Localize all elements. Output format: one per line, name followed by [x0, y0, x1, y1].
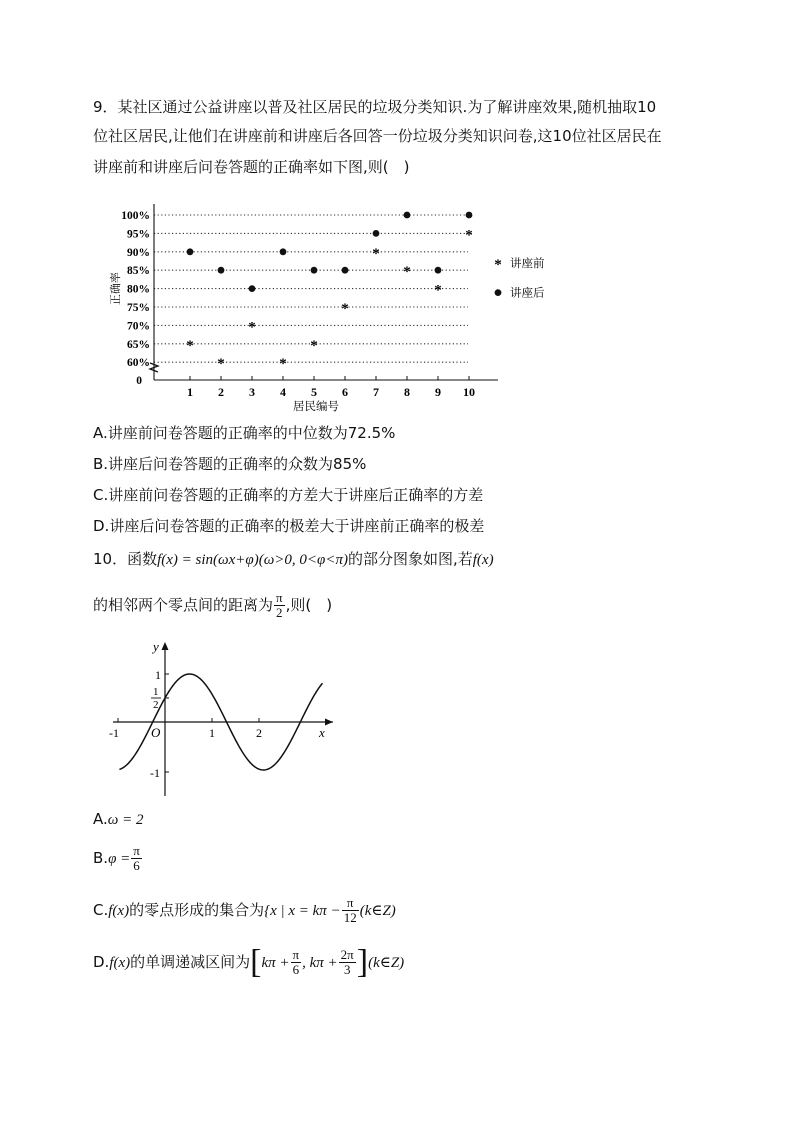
q10-line2-suffix: ,则( )	[285, 596, 333, 614]
x-tick-label: 9	[435, 385, 441, 399]
point-before-6: *	[341, 301, 349, 317]
y-tick-label: 95%	[127, 228, 150, 241]
x-axis-arrow	[325, 719, 333, 726]
q9-option-c[interactable]: C.讲座前问卷答题的正确率的方差大于讲座后正确率的方差	[93, 486, 484, 504]
q10-stem-prefix: 10．函数	[93, 550, 158, 568]
y-tick-label-m1: -1	[150, 766, 160, 780]
q9-option-d[interactable]: D.讲座后问卷答题的正确率的极差大于讲座前正确率的极差	[93, 517, 485, 535]
y-tick-label: 100%	[121, 210, 150, 222]
y-tick-label: 85%	[127, 265, 150, 278]
point-after-6	[342, 267, 349, 274]
x-tick-label: 3	[249, 385, 255, 399]
option-c-text: 的零点形成的集合为	[129, 901, 265, 919]
legend-after-label: 讲座后	[510, 287, 545, 300]
q10-option-d[interactable]	[93, 943, 405, 981]
option-d-fx: f(x)	[109, 955, 131, 971]
point-before-1: *	[186, 337, 194, 354]
point-after-4	[280, 248, 287, 255]
option-d-text: 的单调递减区间为	[130, 953, 251, 971]
x-tick-label: 2	[218, 385, 224, 399]
option-c-fx: f(x)	[108, 903, 130, 919]
point-before-5: *	[310, 337, 318, 354]
point-before-9: *	[434, 282, 442, 299]
option-c-fraction: $\frac{\pi}{12}$	[343, 895, 357, 925]
origin-label: O	[151, 725, 161, 740]
option-b-label: B.	[93, 849, 109, 867]
y-tick-label: 65%	[127, 338, 150, 351]
option-d-left-bracket: [	[250, 943, 262, 981]
q9-stem-line2: 位社区居民,让他们在讲座前和讲座后各回答一份垃圾分类知识问卷,这10位社区居民在	[93, 127, 662, 145]
option-c-label: C.	[93, 901, 109, 919]
q9-stem-line3: 讲座前和讲座后问卷答题的正确率如下图,则( )	[93, 158, 410, 176]
axis-break-mark	[150, 363, 158, 372]
y-tick-label: 60%	[127, 357, 150, 370]
q10-line2-prefix: 的相邻两个零点间的距离为	[93, 596, 274, 614]
q10-stem-fx: f(x)	[472, 552, 494, 568]
x-tick-label-m1: -1	[109, 726, 119, 740]
y-tick-label-half-num: 1	[153, 686, 159, 698]
q10-sine-graph	[105, 636, 345, 804]
option-d-fraction-1: $\frac{\pi}{6}$	[292, 947, 300, 977]
chart-x-label: 居民编号	[293, 401, 339, 413]
option-d-fraction-2: $\frac{2\pi}{3}$	[340, 947, 354, 977]
option-b-math: φ =	[108, 851, 131, 867]
option-d-right-bracket: ]	[356, 943, 369, 981]
q9-stem-line1: 9．某社区通过公益讲座以普及社区居民的垃圾分类知识.为了解讲座效果,随机抽取10	[93, 98, 657, 116]
legend-before-marker: *	[494, 256, 502, 273]
point-before-4: *	[279, 356, 287, 373]
option-a-math: ω = 2	[107, 812, 144, 828]
x-tick-label: 7	[373, 385, 379, 399]
q9-option-b[interactable]: B.讲座后问卷答题的正确率的众数为85%	[93, 455, 367, 473]
point-before-10: *	[465, 227, 473, 244]
q10-option-a[interactable]	[93, 808, 143, 831]
point-after-7	[373, 230, 380, 237]
point-before-7: *	[372, 245, 380, 262]
q10-stem-mid: 的部分图象如图,若	[347, 550, 473, 568]
option-d-label: D.	[93, 953, 110, 971]
legend-before-label: 讲座前	[510, 257, 545, 270]
x-axis-label: x	[319, 725, 325, 740]
q9-scatter-chart	[106, 198, 556, 413]
q10-stem-line1	[93, 548, 494, 571]
option-d-mid: , kπ +	[302, 955, 338, 971]
q10-stem-line2	[93, 590, 332, 620]
q10-pi-over-2: $\frac{\pi}{2}$	[276, 590, 283, 620]
option-a-label: A.	[93, 810, 108, 828]
option-d-start: kπ +	[261, 955, 290, 971]
y-axis-arrow	[162, 642, 169, 650]
y-tick-label: 80%	[127, 283, 150, 296]
q10-option-b[interactable]	[93, 843, 143, 874]
y-tick-label-1: 1	[155, 668, 161, 682]
point-after-5	[311, 267, 318, 274]
x-tick-label-2: 2	[256, 726, 262, 740]
q10-option-c[interactable]	[93, 895, 396, 926]
x-tick-label: 6	[342, 385, 348, 399]
x-tick-label: 1	[187, 385, 193, 399]
option-d-tail: (k∈Z)	[368, 955, 405, 971]
y-tick-label: 70%	[127, 320, 150, 333]
option-b-fraction: $\frac{\pi}{6}$	[133, 843, 140, 873]
chart-y-label: 正确率	[110, 272, 122, 306]
point-after-3	[249, 285, 256, 292]
y-axis-label: y	[153, 639, 159, 654]
option-c-set: {x | x = kπ −	[264, 903, 341, 919]
point-after-2	[218, 267, 225, 274]
point-after-10	[466, 212, 473, 219]
q10-function-def: f(x) = sin(ωx+φ)(ω>0, 0<φ<π)	[157, 552, 348, 568]
point-before-2: *	[217, 356, 225, 373]
point-after-9	[435, 267, 442, 274]
y-tick-label-half-den: 2	[153, 699, 159, 711]
point-before-8: *	[403, 264, 411, 281]
x-tick-label: 10	[463, 385, 475, 399]
x-tick-label: 4	[280, 385, 286, 399]
y-tick-label: 75%	[127, 302, 150, 314]
x-tick-label-1: 1	[209, 726, 215, 740]
point-after-8	[404, 212, 411, 219]
x-tick-label: 5	[311, 385, 317, 399]
y-tick-label: 90%	[127, 246, 150, 259]
q9-option-a[interactable]: A.讲座前问卷答题的正确率的中位数为72.5%	[93, 424, 396, 442]
y-tick-label-zero: 0	[136, 375, 142, 387]
x-tick-label: 8	[404, 385, 410, 399]
point-after-1	[187, 248, 194, 255]
point-before-3: *	[248, 319, 256, 336]
legend-after-marker	[495, 289, 502, 296]
option-c-tail: (k∈Z)	[359, 903, 396, 919]
